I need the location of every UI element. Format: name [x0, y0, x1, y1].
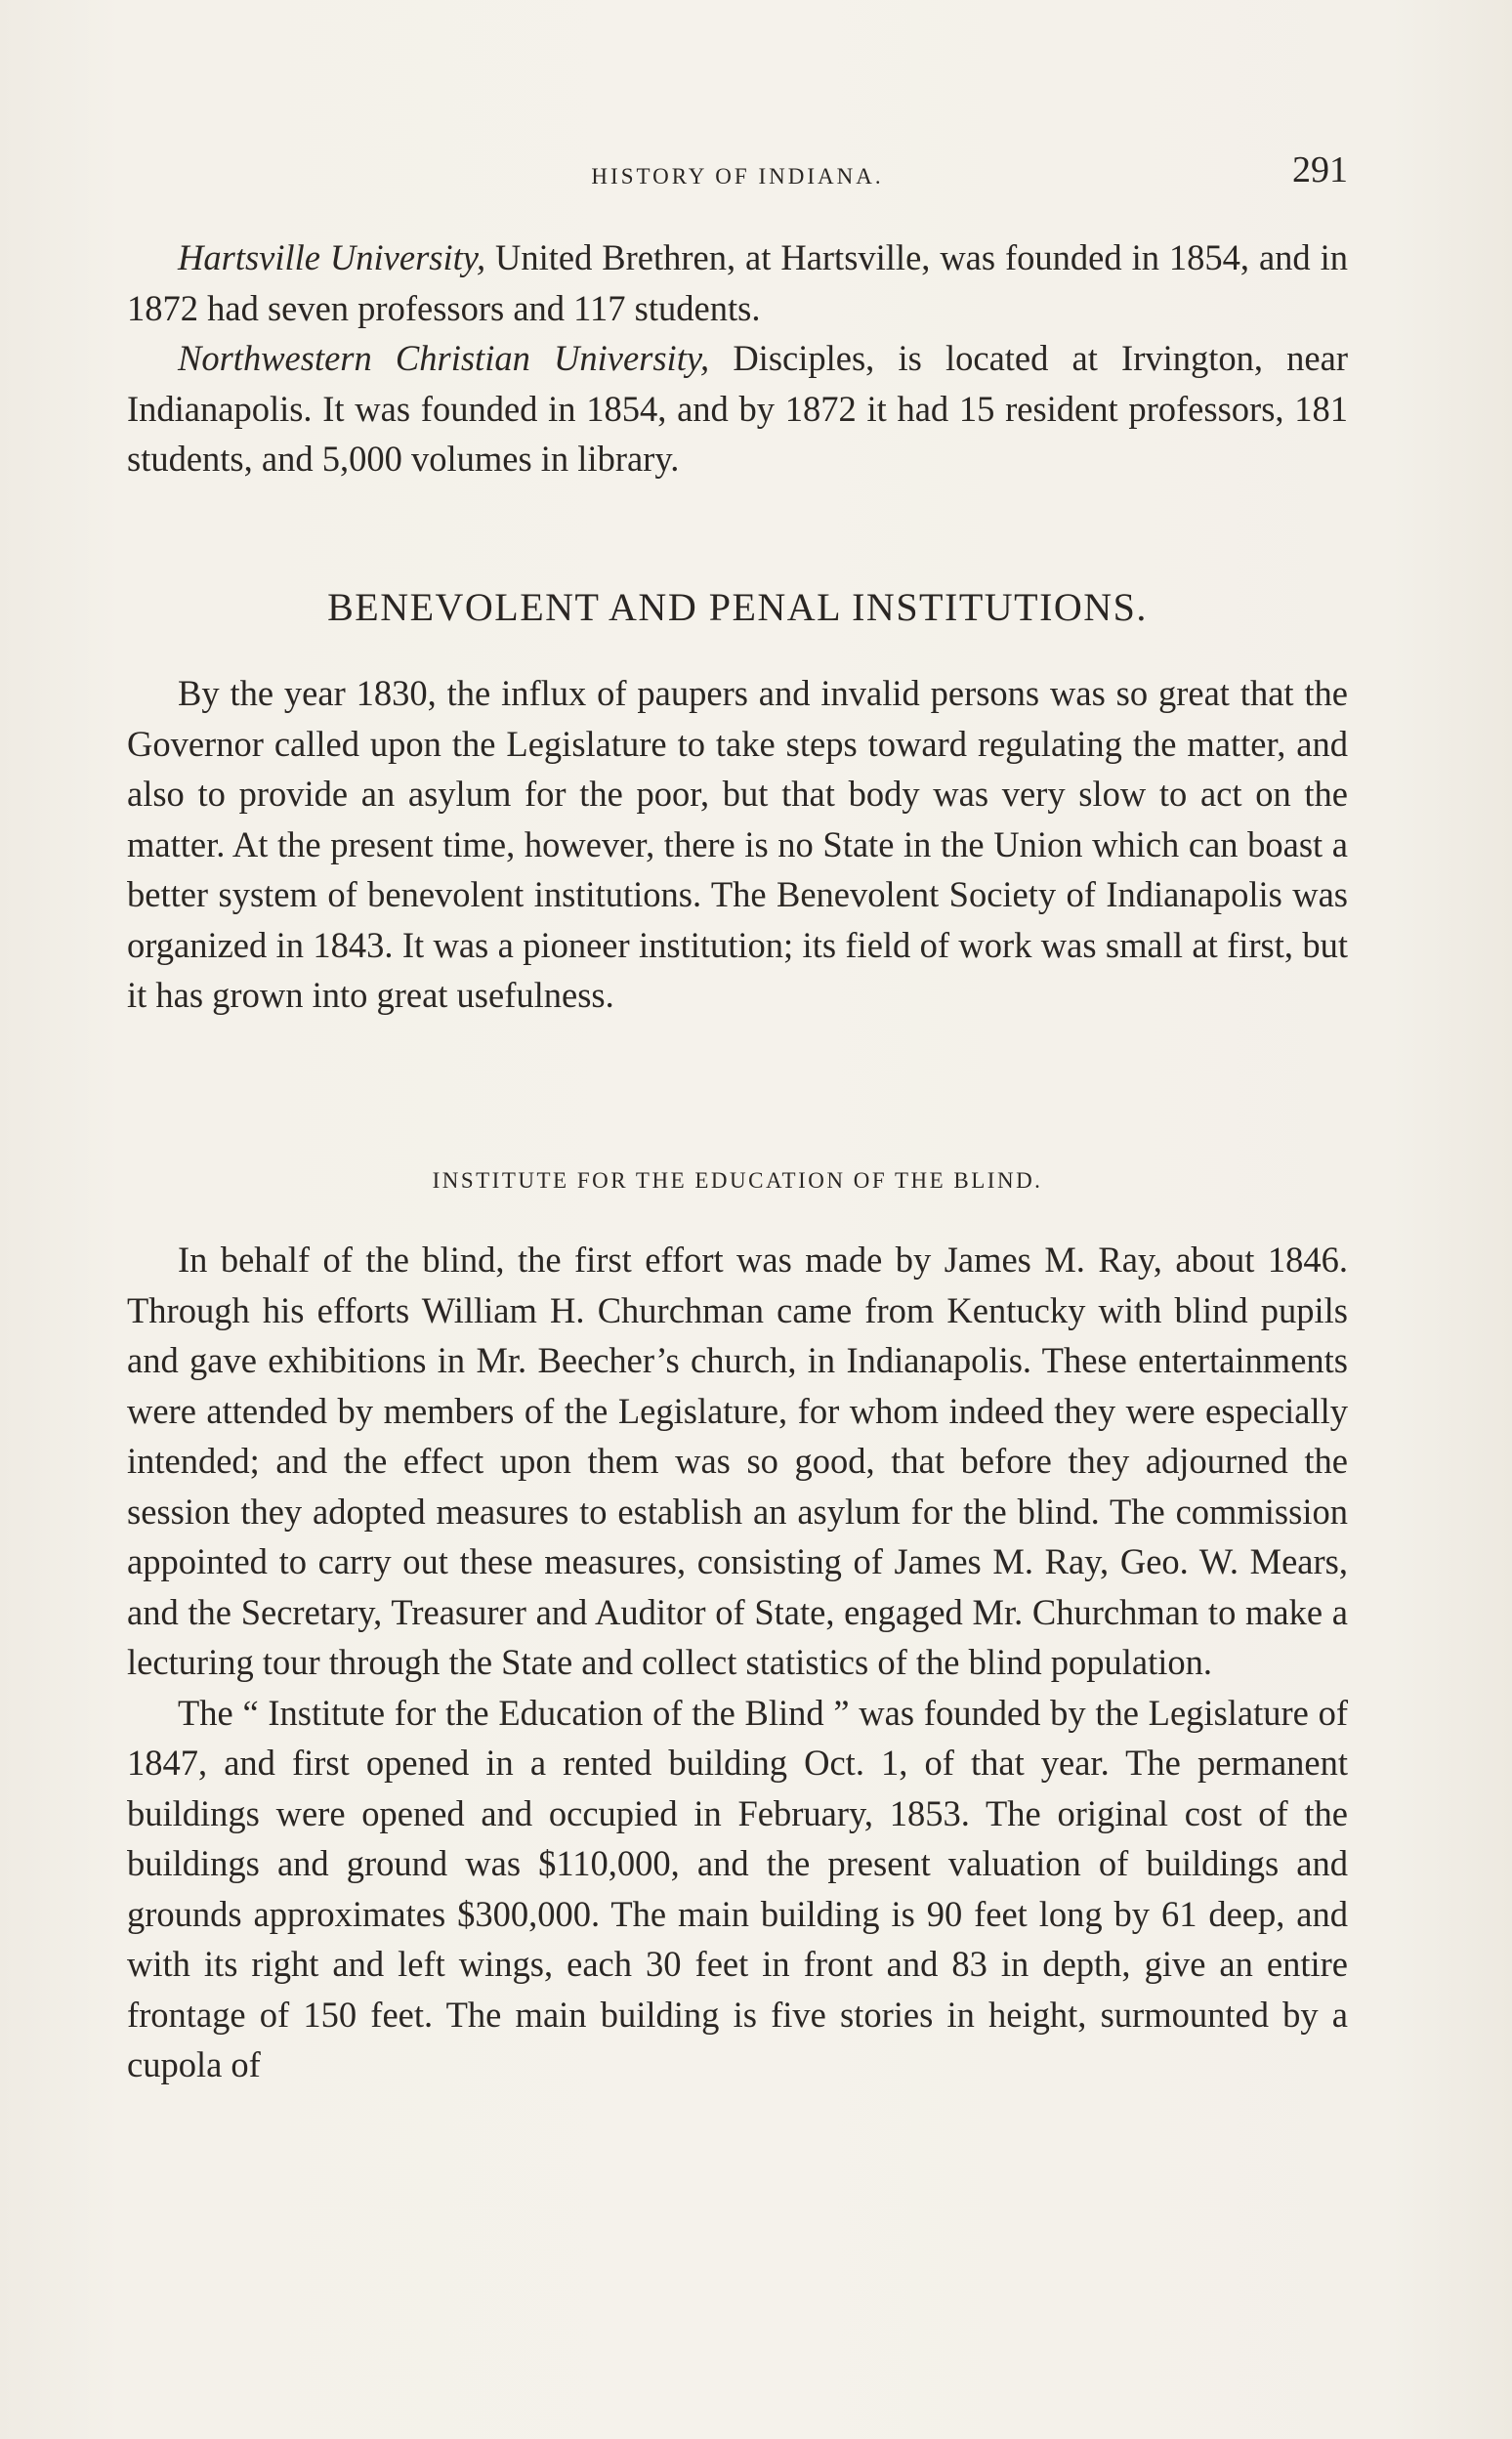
body-paragraph: By the year 1830, the influx of paupers and invalid persons was so great that the Governor called upon the Legislature to take steps toward regulating the matter, and also to provide an asylum for the poor, but that body was very slow to act on the matter. At the present time, however, there is no State in the Union which can boast a better system of benevolent institutions. The Benevolent Society of Indianapolis was organized in 1843. It was a pioneer institution; its field of work was small at first, but it has grown into great usefulness. — [127, 673, 1348, 1015]
university-paragraph — [127, 333, 1348, 484]
university-paragraph — [127, 232, 1348, 333]
sub-heading: INSTITUTE FOR THE EDUCATION OF THE BLIND. — [432, 1168, 1043, 1193]
body-paragraph: In behalf of the blind, the first effort was made by James M. Ray, about 1846. Through his efforts William H. Churchman came from Kentucky with blind pupils and gave exhibitions in Mr. Beecher’s church, in Indianapolis. These entertainments were attended by members of the Legislature, for whom indeed they were especially intended; and the effect upon them was so good, that before they adjourned the session they adopted measures to establish an asylum for the blind. The commission appointed to carry out these measures, consisting of James M. Ray, Geo. W. Mears, and the Secretary, Treasurer and Auditor of State, engaged Mr. Churchman to make a lecturing tour through the State and collect statistics of the blind population. — [127, 1240, 1348, 1682]
running-head — [127, 149, 1348, 205]
benevolent-block — [127, 668, 1348, 1021]
university-text: United Brethren, at Hartsville, was founded in 1854, and in 1872 had seven professors and 117 students. — [127, 237, 1348, 328]
university-text: Disciples, is located at Irvington, near Indianapolis. It was founded in 1854, and by 1872 it had 15 resident professors, 181 students, and 5,000 volumes in library. — [127, 338, 1348, 479]
page-number: 291 — [1292, 149, 1348, 190]
running-title: HISTORY OF INDIANA. — [591, 164, 884, 189]
blind-institute-block — [127, 1235, 1348, 2090]
universities-block — [127, 232, 1348, 484]
university-name: Northwestern Christian University, — [178, 338, 710, 378]
university-name: Hartsville University, — [178, 237, 486, 277]
section-heading: BENEVOLENT AND PENAL INSTITUTIONS. — [327, 585, 1148, 629]
body-paragraph: The “ Institute for the Education of the Blind ” was founded by the Legislature of 1847, and first opened in a rented building Oct. 1, of that year. The permanent buildings were opened and occupied in February, 1853. The original cost of the buildings and ground was $110,000, and the present valuation of buildings and grounds approximates $300,000. The main building is 90 feet long by 61 deep, and with its right and left wings, each 30 feet in front and 83 in depth, give an entire frontage of 150 feet. The main building is five stories in height, surmounted by a cupola of — [127, 1692, 1348, 2084]
